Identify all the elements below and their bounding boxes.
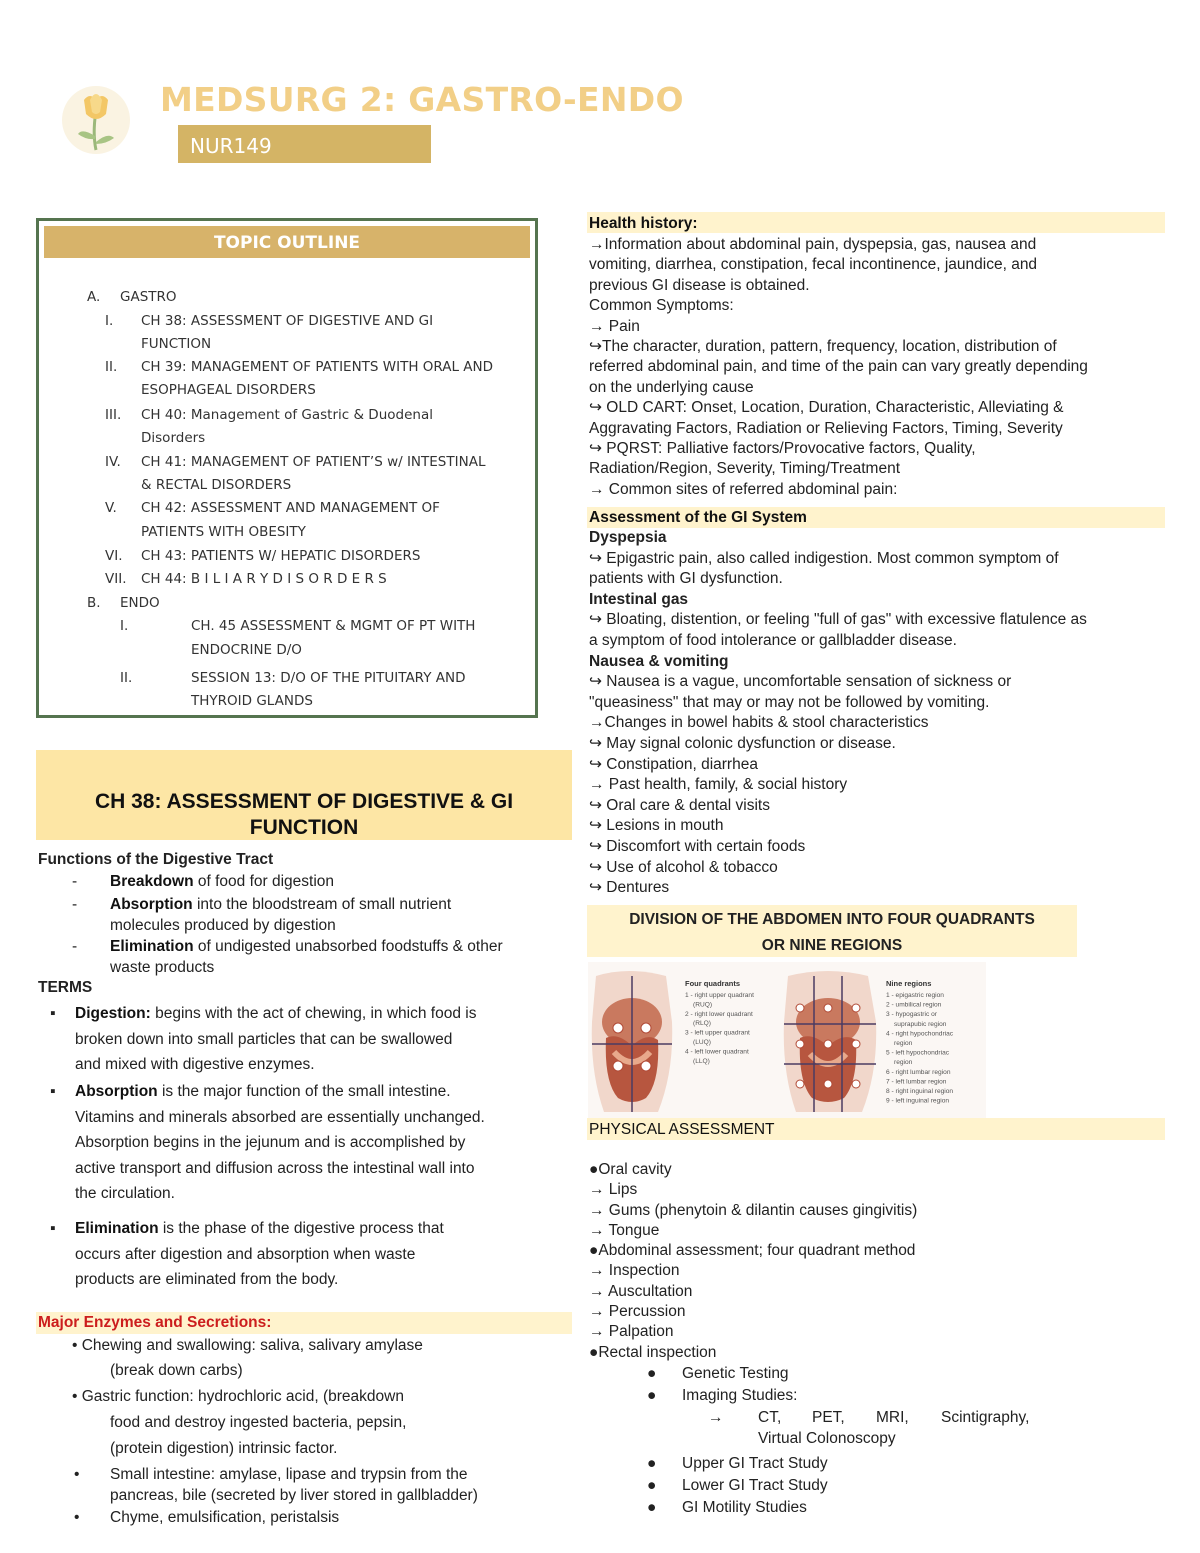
text-line: ↪ Dentures — [589, 879, 670, 897]
four-quadrant-torso — [592, 971, 672, 1112]
function-item: Elimination of undigested unabsorbed foodstuffs & other waste products — [110, 938, 503, 976]
bullet-icon: • — [74, 1509, 80, 1526]
outline-item[interactable]: PATIENTS WITH OBESITY — [141, 524, 306, 540]
text-line: ↪ Lesions in mouth — [589, 817, 724, 835]
bullet-icon: ● — [647, 1499, 657, 1516]
figure-legend-item: 1 - epigastric region — [886, 992, 944, 999]
outline-item[interactable]: FUNCTION — [141, 336, 212, 352]
text-line: ↪ May signal colonic dysfunction or disease. — [589, 734, 896, 752]
health-history-text — [589, 235, 1169, 500]
enzyme-item-cont: (break down carbs) — [110, 1362, 243, 1379]
outline-item[interactable]: CH 44: B I L I A R Y D I S O R D E R S — [141, 571, 387, 587]
function-item: Absorption into the bloodstream of small nutrient molecules produced by digestion — [110, 896, 452, 934]
outline-number: A. — [87, 289, 101, 305]
outline-item[interactable]: THYROID GLANDS — [191, 693, 313, 709]
outline-item[interactable]: CH 42: ASSESSMENT AND MANAGEMENT OF — [141, 500, 440, 516]
enzyme-item-cont: food and destroy ingested bacteria, pepsin, — [110, 1414, 407, 1431]
term-absorption: Absorption is the major function of the small intestine. Vitamins and minerals absorbed are essentially unchanged. Absorption begins in the jejunum and is accomplished by active transport and diffusion across the intestinal wall into the circulation. — [75, 1083, 485, 1202]
outline-number: VI. — [105, 548, 123, 564]
course-code-badge: NUR149 — [178, 125, 431, 163]
figure-legend-item: region — [894, 1059, 913, 1067]
text-line: ↪ OLD CART: Onset, Location, Duration, Characteristic, Alleviating & — [589, 399, 1064, 417]
text-line: ↪ Constipation, diarrhea — [589, 755, 758, 773]
outline-item[interactable]: CH 38: ASSESSMENT OF DIGESTIVE AND GI — [141, 313, 434, 329]
text-line: Nausea & vomiting — [589, 652, 729, 670]
nine-region-torso — [784, 971, 876, 1112]
figure-legend-item: 8 - right inguinal region — [886, 1088, 954, 1095]
text-line: Dyspepsia — [589, 529, 667, 546]
outline-item[interactable]: Disorders — [141, 430, 206, 446]
text-line: Intestinal gas — [589, 590, 689, 608]
imaging-item: PET, — [812, 1409, 845, 1426]
text-line: →Changes in bowel habits & stool characteristics — [589, 714, 929, 732]
text-line: ↪ Use of alcohol & tobacco — [589, 858, 778, 876]
figure-legend-item: 1 - right upper quadrant — [685, 992, 754, 999]
nine-regions-title: Nine regions — [886, 979, 932, 988]
figure-legend-item: 3 - hypogastric or — [886, 1011, 937, 1019]
text-line: ●Abdominal assessment; four quadrant method — [589, 1242, 916, 1260]
figure-legend-item: 4 - right hypochondriac — [886, 1030, 954, 1038]
outline-item[interactable]: CH. 45 ASSESSMENT & MGMT OF PT WITH — [191, 618, 476, 634]
outline-number: I. — [105, 313, 114, 329]
figure-legend-item: 2 - umbilical region — [886, 1001, 942, 1009]
outline-heading: TOPIC OUTLINE — [44, 226, 530, 258]
function-item: Breakdown of food for digestion — [110, 873, 335, 890]
bullet-icon: ▪ — [50, 1005, 56, 1022]
figure-legend-item: (RUQ) — [693, 1001, 713, 1009]
text-line: → Percussion — [589, 1303, 686, 1321]
outline-item[interactable]: GASTRO — [120, 289, 177, 305]
text-line: ●Rectal inspection — [589, 1343, 717, 1361]
text-line: Common Symptoms: — [589, 297, 734, 315]
outline-item[interactable]: CH 43: PATIENTS W/ HEPATIC DISORDERS — [141, 548, 421, 564]
bullet-icon: ▪ — [50, 1083, 56, 1100]
physical-bullet: GI Motility Studies — [682, 1499, 807, 1516]
outline-item[interactable]: CH 40: Management of Gastric & Duodenal — [141, 407, 433, 423]
figure-legend-item: 6 - right lumbar region — [886, 1068, 951, 1076]
text-line: referred abdominal pain, and time of the pain can vary greatly depending — [589, 358, 1088, 376]
physical-bullet: Upper GI Tract Study — [682, 1455, 828, 1472]
term-elimination: Elimination is the phase of the digestive process that occurs after digestion and absorption when waste products are eliminated from the body. — [75, 1220, 444, 1288]
text-line: previous GI disease is obtained. — [589, 276, 810, 294]
outline-item[interactable]: & RECTAL DISORDERS — [141, 477, 292, 493]
outline-number: IV. — [105, 454, 121, 470]
enzyme-item: • Gastric function: hydrochloric acid, (breakdown — [72, 1388, 404, 1405]
outline-item[interactable]: CH 41: MANAGEMENT OF PATIENT’S w/ INTESTINAL — [141, 454, 486, 470]
outline-number: III. — [105, 407, 122, 423]
figure-legend-item: 5 - left hypochondriac — [886, 1049, 950, 1057]
text-line: ↪ Epigastric pain, also called indigestion. Most common symptom of — [589, 549, 1059, 567]
imaging-item: MRI, — [876, 1409, 909, 1426]
outline-number: II. — [105, 359, 118, 375]
figure-legend-item: 4 - left lower quadrant — [685, 1048, 749, 1056]
page-title: MEDSURG 2: GASTRO-ENDO — [160, 80, 684, 119]
figure-legend-item: 2 - right lower quadrant — [685, 1010, 753, 1018]
terms-heading: TERMS — [38, 979, 93, 996]
outline-item[interactable]: ESOPHAGEAL DISORDERS — [141, 382, 316, 398]
text-line: ↪ Nausea is a vague, uncomfortable sensation of sickness or — [589, 673, 1012, 691]
functions-heading: Functions of the Digestive Tract — [38, 851, 274, 868]
abdomen-quadrants-figure — [588, 962, 986, 1120]
text-line: → Inspection — [589, 1262, 680, 1280]
outline-item[interactable]: ENDOCRINE D/O — [191, 642, 302, 658]
physical-bullet: Lower GI Tract Study — [682, 1477, 828, 1494]
text-line: → Tongue — [589, 1221, 660, 1239]
outline-item[interactable]: ENDO — [120, 595, 160, 611]
outline-number: I. — [120, 618, 129, 634]
tulip-logo-icon — [60, 84, 132, 160]
division-heading: DIVISION OF THE ABDOMEN INTO FOUR QUADRANTS OR NINE REGIONS — [629, 911, 1035, 954]
text-line: vomiting, diarrhea, constipation, fecal incontinence, jaundice, and — [589, 256, 1038, 274]
physical-bullet: Genetic Testing — [682, 1365, 789, 1382]
outline-number: V. — [105, 500, 117, 516]
figure-legend-item: 7 - left lumbar region — [886, 1078, 947, 1086]
text-line: → Common sites of referred abdominal pain: — [589, 480, 898, 498]
bullet-icon: ● — [647, 1365, 657, 1382]
bullet-icon: ▪ — [50, 1220, 56, 1237]
physical-bullet: Imaging Studies: — [682, 1387, 798, 1404]
physical-heading: PHYSICAL ASSESSMENT — [589, 1121, 775, 1138]
function-dash: - — [72, 896, 78, 913]
function-dash: - — [72, 873, 78, 890]
text-line: "queasiness" that may or may not be followed by vomiting. — [589, 693, 990, 711]
bullet-icon: ● — [647, 1387, 657, 1404]
text-line: patients with GI dysfunction. — [589, 570, 783, 588]
assessment-text — [589, 528, 1169, 899]
enzyme-item-cont: (protein digestion) intrinsic factor. — [110, 1440, 338, 1457]
figure-legend-item: (LUQ) — [693, 1039, 711, 1046]
figure-legend-item: (RLQ) — [693, 1020, 711, 1028]
health-history-heading: Health history: — [589, 215, 698, 232]
enzyme-item: Chyme, emulsification, peristalsis — [110, 1509, 340, 1526]
enzyme-item: • Chewing and swallowing: saliva, salivary amylase — [72, 1337, 423, 1354]
four-quadrants-title: Four quadrants — [685, 979, 741, 988]
text-line: ↪The character, duration, pattern, frequency, location, distribution of — [589, 337, 1057, 355]
figure-legend-item: (LLQ) — [693, 1057, 710, 1065]
imaging-item: Scintigraphy, — [941, 1409, 1030, 1426]
figure-legend-item: 3 - left upper quadrant — [685, 1029, 750, 1037]
bullet-icon: ● — [647, 1455, 657, 1472]
text-line: → Auscultation — [589, 1282, 693, 1300]
text-line: on the underlying cause — [589, 378, 754, 396]
text-line: → Lips — [589, 1181, 638, 1199]
term-digestion: Digestion: begins with the act of chewing, in which food is broken down into small particles that can be swallowed and mixed with digestive enzymes. — [75, 1005, 477, 1073]
text-line: ↪ Discomfort with certain foods — [589, 837, 806, 855]
arrow-icon: → — [708, 1409, 724, 1426]
text-line: → Past health, family, & social history — [589, 776, 848, 794]
text-line: ↪ Oral care & dental visits — [589, 796, 770, 814]
imaging-item: Virtual Colonoscopy — [758, 1430, 896, 1447]
text-line: Radiation/Region, Severity, Timing/Treatment — [589, 460, 900, 478]
text-line: → Gums (phenytoin & dilantin causes gingivitis) — [589, 1201, 918, 1219]
physical-text — [589, 1160, 1169, 1363]
enzymes-heading: Major Enzymes and Secretions: — [38, 1314, 272, 1331]
chapter-title — [36, 789, 572, 841]
bullet-icon: ● — [647, 1477, 657, 1494]
assessment-heading: Assessment of the GI System — [589, 509, 807, 526]
figure-legend-item: 9 - left inguinal region — [886, 1097, 950, 1105]
outline-number: B. — [87, 595, 101, 611]
enzyme-item: Small intestine: amylase, lipase and trypsin from the pancreas, bile (secreted by liver stored in gallbladder) — [110, 1466, 478, 1504]
chapter-title-line1: CH 38: ASSESSMENT OF DIGESTIVE & GI — [94, 790, 514, 813]
outline-item[interactable]: SESSION 13: D/O OF THE PITUITARY AND — [191, 670, 466, 686]
outline-item[interactable]: CH 39: MANAGEMENT OF PATIENTS WITH ORAL AND — [141, 359, 494, 375]
outline-number: VII. — [105, 571, 127, 587]
text-line: ●Oral cavity — [589, 1161, 672, 1178]
text-line: Aggravating Factors, Radiation or Relieving Factors, Timing, Severity — [589, 419, 1063, 437]
text-line: →Information about abdominal pain, dyspepsia, gas, nausea and — [589, 236, 1037, 253]
text-line: a symptom of food intolerance or gallbladder disease. — [589, 631, 957, 649]
chapter-title-line2: FUNCTION — [249, 816, 359, 839]
text-line: ↪ Bloating, distention, or feeling "full of gas" with excessive flatulence as — [589, 611, 1087, 629]
figure-legend-item: suprapubic region — [894, 1020, 947, 1028]
function-dash: - — [72, 938, 78, 955]
imaging-item: CT, — [758, 1409, 782, 1426]
text-line: ↪ PQRST: Palliative factors/Provocative factors, Quality, — [589, 439, 976, 457]
outline-number: II. — [120, 670, 133, 686]
text-line: → Palpation — [589, 1323, 674, 1341]
text-line: → Pain — [589, 317, 640, 335]
bullet-icon: • — [74, 1466, 80, 1483]
figure-legend-item: region — [894, 1040, 913, 1047]
